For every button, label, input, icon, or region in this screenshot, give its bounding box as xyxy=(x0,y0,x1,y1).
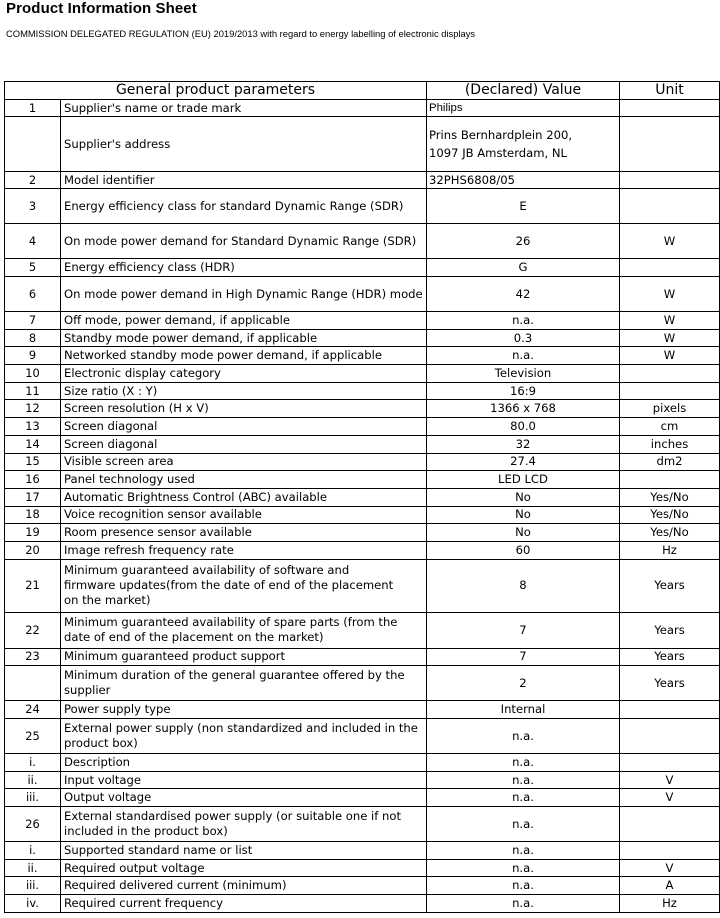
row-parameter: Input voltage xyxy=(61,771,427,789)
row-number: i. xyxy=(5,842,61,860)
row-parameter: External standardised power supply (or suitable one if not included in the product box) xyxy=(61,807,427,842)
row-unit xyxy=(620,701,720,719)
row-value xyxy=(427,117,620,172)
row-unit: Yes/No xyxy=(620,506,720,524)
row-unit: Hz xyxy=(620,895,720,913)
row-value: n.a. xyxy=(427,895,620,913)
row-unit xyxy=(620,754,720,772)
row-unit: W xyxy=(620,329,720,347)
row-unit xyxy=(620,842,720,860)
row-number: 2 xyxy=(5,172,61,189)
row-unit xyxy=(620,100,720,117)
table-row xyxy=(5,329,720,347)
row-number: 22 xyxy=(5,612,61,648)
row-number: ii. xyxy=(5,771,61,789)
row-parameter: Model identifier xyxy=(61,172,427,189)
row-value: G xyxy=(427,259,620,277)
row-value: No xyxy=(427,506,620,524)
table-row xyxy=(5,719,720,754)
column-header-value: (Declared) Value xyxy=(427,82,620,100)
row-parameter: Required output voltage xyxy=(61,859,427,877)
row-parameter: Image refresh frequency rate xyxy=(61,541,427,559)
row-parameter: On mode power demand in High Dynamic Range (HDR) mode xyxy=(61,277,427,312)
row-number: 11 xyxy=(5,382,61,400)
row-parameter: Standby mode power demand, if applicable xyxy=(61,329,427,347)
row-value: Philips xyxy=(427,100,620,117)
row-number: 24 xyxy=(5,701,61,719)
row-parameter: Screen diagonal xyxy=(61,435,427,453)
row-number: 8 xyxy=(5,329,61,347)
table-row xyxy=(5,365,720,383)
row-unit: Years xyxy=(620,666,720,701)
parameter-line-2: firmware updates(from the date of end of the placement xyxy=(64,578,394,593)
row-number: 23 xyxy=(5,648,61,666)
row-value: 16:9 xyxy=(427,382,620,400)
table-row xyxy=(5,754,720,772)
row-unit: V xyxy=(620,859,720,877)
row-number xyxy=(5,666,61,701)
row-number: 3 xyxy=(5,189,61,224)
row-number: i. xyxy=(5,754,61,772)
row-parameter: Networked standby mode power demand, if applicable xyxy=(61,347,427,365)
table-row xyxy=(5,400,720,418)
row-parameter: Automatic Brightness Control (ABC) available xyxy=(61,488,427,506)
table-row xyxy=(5,895,720,913)
row-value: n.a. xyxy=(427,719,620,754)
row-unit xyxy=(620,471,720,489)
row-unit: Hz xyxy=(620,541,720,559)
row-value: No xyxy=(427,524,620,542)
row-value: 2 xyxy=(427,666,620,701)
table-row xyxy=(5,277,720,312)
table-row xyxy=(5,859,720,877)
table-row xyxy=(5,117,720,172)
row-number: 16 xyxy=(5,471,61,489)
table-row xyxy=(5,172,720,189)
table-row xyxy=(5,842,720,860)
row-number: ii. xyxy=(5,859,61,877)
row-unit: W xyxy=(620,224,720,259)
row-parameter: Electronic display category xyxy=(61,365,427,383)
row-unit: Years xyxy=(620,559,720,612)
row-unit: Years xyxy=(620,612,720,648)
row-number: 7 xyxy=(5,312,61,330)
row-unit: cm xyxy=(620,418,720,436)
table-row xyxy=(5,612,720,648)
row-parameter: Energy efficiency class for standard Dynamic Range (SDR) xyxy=(61,189,427,224)
row-parameter xyxy=(61,559,427,612)
row-value: Internal xyxy=(427,701,620,719)
row-parameter: Minimum duration of the general guarantee offered by the supplier xyxy=(61,666,427,701)
table-row xyxy=(5,877,720,895)
row-parameter: Screen diagonal xyxy=(61,418,427,436)
parameter-line-3: on the market) xyxy=(64,593,151,608)
row-parameter: Energy efficiency class (HDR) xyxy=(61,259,427,277)
row-value: 1366 x 768 xyxy=(427,400,620,418)
address-line-1: Prins Bernhardplein 200, xyxy=(429,127,573,142)
row-value: 8 xyxy=(427,559,620,612)
row-value: 80.0 xyxy=(427,418,620,436)
row-parameter: Panel technology used xyxy=(61,471,427,489)
table-row xyxy=(5,701,720,719)
row-value: 60 xyxy=(427,541,620,559)
row-value: E xyxy=(427,189,620,224)
column-header-parameters: General product parameters xyxy=(5,82,427,100)
row-number: 17 xyxy=(5,488,61,506)
row-parameter: Size ratio (X : Y) xyxy=(61,382,427,400)
table-row xyxy=(5,347,720,365)
row-unit: pixels xyxy=(620,400,720,418)
row-value: 0.3 xyxy=(427,329,620,347)
row-value: 7 xyxy=(427,648,620,666)
table-row xyxy=(5,259,720,277)
table-row xyxy=(5,541,720,559)
row-parameter: Supplier's address xyxy=(61,117,427,172)
row-unit: A xyxy=(620,877,720,895)
row-unit: Yes/No xyxy=(620,524,720,542)
row-unit: dm2 xyxy=(620,453,720,471)
table-row xyxy=(5,666,720,701)
table-row xyxy=(5,771,720,789)
row-number: 20 xyxy=(5,541,61,559)
row-unit xyxy=(620,807,720,842)
row-number: iv. xyxy=(5,895,61,913)
table-row xyxy=(5,453,720,471)
row-unit xyxy=(620,259,720,277)
row-value: n.a. xyxy=(427,859,620,877)
row-parameter: Visible screen area xyxy=(61,453,427,471)
row-parameter: Power supply type xyxy=(61,701,427,719)
row-number: 12 xyxy=(5,400,61,418)
page-title: Product Information Sheet xyxy=(6,0,197,17)
row-value: LED LCD xyxy=(427,471,620,489)
row-unit: Years xyxy=(620,648,720,666)
row-parameter: Screen resolution (H x V) xyxy=(61,400,427,418)
table-row xyxy=(5,435,720,453)
table-header-row xyxy=(5,82,720,100)
parameter-line-1: Minimum guaranteed availability of software and xyxy=(64,563,350,578)
row-number: 14 xyxy=(5,435,61,453)
row-value: 7 xyxy=(427,612,620,648)
row-unit xyxy=(620,117,720,172)
row-parameter: Off mode, power demand, if applicable xyxy=(61,312,427,330)
row-value: n.a. xyxy=(427,754,620,772)
row-value: 26 xyxy=(427,224,620,259)
table-row xyxy=(5,789,720,807)
row-unit xyxy=(620,172,720,189)
table-row xyxy=(5,189,720,224)
row-parameter: Supported standard name or list xyxy=(61,842,427,860)
row-parameter: Supplier's name or trade mark xyxy=(61,100,427,117)
table-row xyxy=(5,100,720,117)
row-unit: inches xyxy=(620,435,720,453)
row-value: No xyxy=(427,488,620,506)
row-unit: W xyxy=(620,277,720,312)
product-parameters-table xyxy=(4,81,720,913)
row-number: 9 xyxy=(5,347,61,365)
row-number xyxy=(5,117,61,172)
table-row xyxy=(5,559,720,612)
table-row xyxy=(5,488,720,506)
row-unit xyxy=(620,189,720,224)
table-row xyxy=(5,224,720,259)
row-number: 21 xyxy=(5,559,61,612)
row-parameter: Voice recognition sensor available xyxy=(61,506,427,524)
row-number: 6 xyxy=(5,277,61,312)
row-parameter: Output voltage xyxy=(61,789,427,807)
row-unit: Yes/No xyxy=(620,488,720,506)
row-unit: W xyxy=(620,347,720,365)
row-unit: V xyxy=(620,789,720,807)
row-unit: W xyxy=(620,312,720,330)
table-row xyxy=(5,382,720,400)
row-number: 13 xyxy=(5,418,61,436)
row-number: iii. xyxy=(5,877,61,895)
row-parameter: External power supply (non standardized and included in the product box) xyxy=(61,719,427,754)
table-row xyxy=(5,471,720,489)
row-parameter: Room presence sensor available xyxy=(61,524,427,542)
table-row xyxy=(5,648,720,666)
row-value: 27.4 xyxy=(427,453,620,471)
table-row xyxy=(5,418,720,436)
row-number: 18 xyxy=(5,506,61,524)
row-number: 19 xyxy=(5,524,61,542)
row-value: n.a. xyxy=(427,807,620,842)
row-value: 42 xyxy=(427,277,620,312)
row-value: n.a. xyxy=(427,771,620,789)
row-parameter: Minimum guaranteed availability of spare parts (from the date of end of the placement on the market) xyxy=(61,612,427,648)
address-line-2: 1097 JB Amsterdam, NL xyxy=(429,145,568,160)
table-row xyxy=(5,312,720,330)
row-value: Television xyxy=(427,365,620,383)
row-number: 1 xyxy=(5,100,61,117)
row-value: n.a. xyxy=(427,347,620,365)
row-number: 25 xyxy=(5,719,61,754)
row-number: 15 xyxy=(5,453,61,471)
table-row xyxy=(5,524,720,542)
row-unit: V xyxy=(620,771,720,789)
row-parameter: Minimum guaranteed product support xyxy=(61,648,427,666)
row-number: 5 xyxy=(5,259,61,277)
table-row xyxy=(5,506,720,524)
row-parameter: On mode power demand for Standard Dynamic Range (SDR) xyxy=(61,224,427,259)
row-unit xyxy=(620,365,720,383)
row-value: n.a. xyxy=(427,877,620,895)
row-number: 10 xyxy=(5,365,61,383)
table-row xyxy=(5,807,720,842)
row-value: n.a. xyxy=(427,842,620,860)
row-value: 32PHS6808/05 xyxy=(427,172,620,189)
row-number: 26 xyxy=(5,807,61,842)
row-number: 4 xyxy=(5,224,61,259)
row-value: n.a. xyxy=(427,789,620,807)
regulation-subtitle: COMMISSION DELEGATED REGULATION (EU) 2019/2013 with regard to energy labelling of electronic displays xyxy=(6,28,476,39)
row-parameter: Description xyxy=(61,754,427,772)
row-parameter: Required delivered current (minimum) xyxy=(61,877,427,895)
row-value: 32 xyxy=(427,435,620,453)
row-unit xyxy=(620,719,720,754)
row-unit xyxy=(620,382,720,400)
row-number: iii. xyxy=(5,789,61,807)
column-header-unit: Unit xyxy=(620,82,720,100)
row-parameter: Required current frequency xyxy=(61,895,427,913)
row-value: n.a. xyxy=(427,312,620,330)
